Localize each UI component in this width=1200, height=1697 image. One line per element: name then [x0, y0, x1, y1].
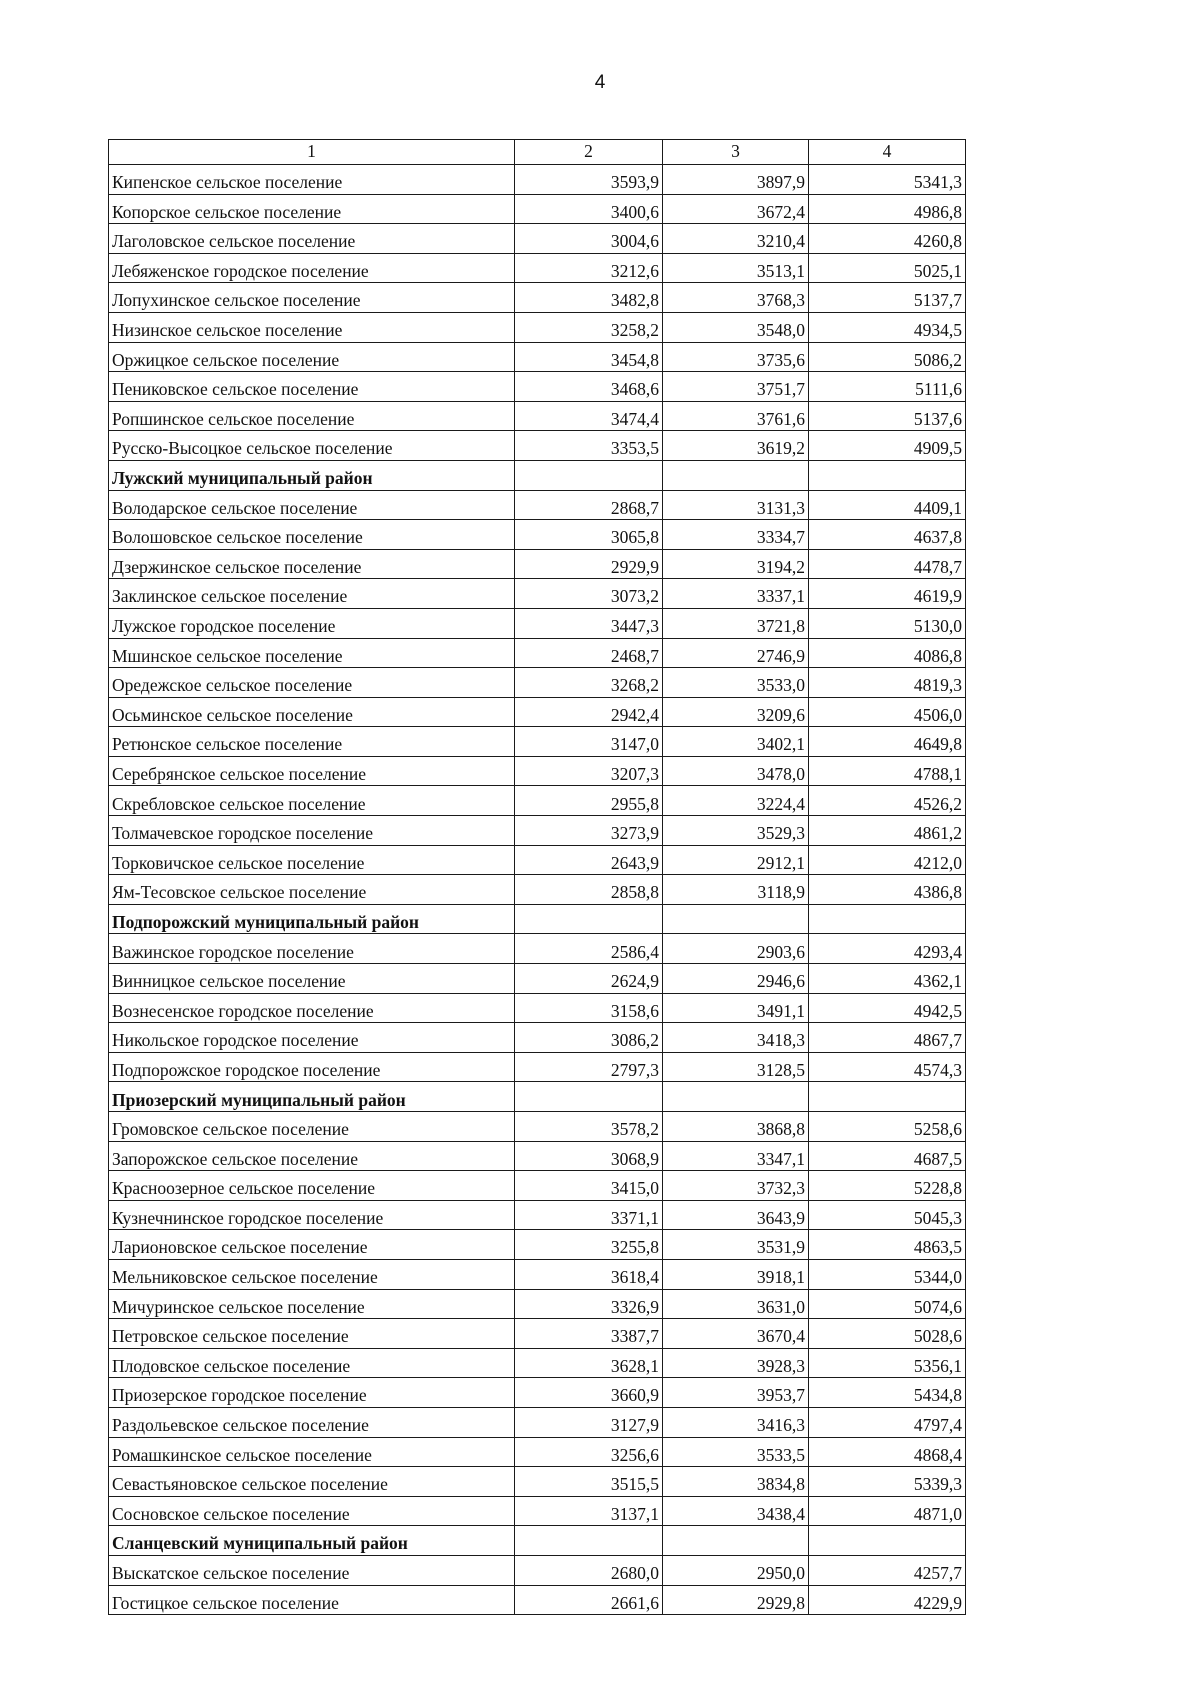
- row-value-col3-cell: 2903,6: [663, 934, 809, 964]
- row-name-cell: Кузнечнинское городское поселение: [109, 1200, 515, 1230]
- row-value-col2-cell: 2797,3: [515, 1052, 663, 1082]
- row-value-col3-cell: 2912,1: [663, 845, 809, 875]
- section-row: [109, 904, 966, 934]
- row-name-cell: Никольское городское поселение: [109, 1023, 515, 1053]
- table-row: [109, 1171, 966, 1201]
- row-value-col4-cell: 4260,8: [809, 224, 966, 254]
- row-value-col4-cell: 4212,0: [809, 845, 966, 875]
- row-value-col4-cell: 5356,1: [809, 1348, 966, 1378]
- table-row: [109, 816, 966, 846]
- row-value-col3-cell: 3548,0: [663, 312, 809, 342]
- row-value-col2-cell: 3468,6: [515, 372, 663, 402]
- row-value-col3-cell: 3210,4: [663, 224, 809, 254]
- row-name-cell: Скребловское сельское поселение: [109, 786, 515, 816]
- table-row: [109, 697, 966, 727]
- row-value-col2-cell: 3258,2: [515, 312, 663, 342]
- row-value-col2-cell: 3004,6: [515, 224, 663, 254]
- table-row: [109, 993, 966, 1023]
- row-name-cell: Ромашкинское сельское поселение: [109, 1437, 515, 1467]
- row-value-col2-cell: 3137,1: [515, 1496, 663, 1526]
- row-value-col3-cell: 3670,4: [663, 1319, 809, 1349]
- table-row: [109, 342, 966, 372]
- row-value-col3-cell: 3334,7: [663, 520, 809, 550]
- row-name-cell: Торковичское сельское поселение: [109, 845, 515, 875]
- row-name-cell: Раздольевское сельское поселение: [109, 1407, 515, 1437]
- row-value-col2-cell: 3447,3: [515, 608, 663, 638]
- row-value-col4-cell: 4086,8: [809, 638, 966, 668]
- row-name-cell: Володарское сельское поселение: [109, 490, 515, 520]
- row-value-col2-cell: 3454,8: [515, 342, 663, 372]
- row-name-cell: Выскатское сельское поселение: [109, 1555, 515, 1585]
- row-value-col2-cell: 2661,6: [515, 1585, 663, 1615]
- table-row: [109, 1467, 966, 1497]
- row-value-col4-cell: 5339,3: [809, 1467, 966, 1497]
- row-value-col4-cell: 4619,9: [809, 579, 966, 609]
- row-name-cell: Подпорожское городское поселение: [109, 1052, 515, 1082]
- row-value-col2-cell: 3482,8: [515, 283, 663, 313]
- header-cell-1: 1: [109, 140, 515, 165]
- row-value-col4-cell: 4868,4: [809, 1437, 966, 1467]
- row-value-col2-cell: 2955,8: [515, 786, 663, 816]
- table-row: [109, 1585, 966, 1615]
- row-value-col3-cell: 3897,9: [663, 165, 809, 195]
- row-value-col2-cell: [515, 460, 663, 490]
- row-name-cell: Лужский муниципальный район: [109, 460, 515, 490]
- table-row: [109, 1378, 966, 1408]
- row-value-col2-cell: 2468,7: [515, 638, 663, 668]
- row-value-col2-cell: 3474,4: [515, 401, 663, 431]
- row-value-col3-cell: 3478,0: [663, 756, 809, 786]
- row-name-cell: Гостицкое сельское поселение: [109, 1585, 515, 1615]
- table-row: [109, 490, 966, 520]
- table-row: [109, 1259, 966, 1289]
- table-row: [109, 401, 966, 431]
- row-value-col4-cell: 5111,6: [809, 372, 966, 402]
- row-name-cell: Приозерское городское поселение: [109, 1378, 515, 1408]
- row-value-col3-cell: [663, 1526, 809, 1556]
- row-value-col3-cell: [663, 1082, 809, 1112]
- table-row: [109, 224, 966, 254]
- row-value-col4-cell: 4861,2: [809, 816, 966, 846]
- row-value-col4-cell: 5137,6: [809, 401, 966, 431]
- row-value-col2-cell: 3158,6: [515, 993, 663, 1023]
- row-value-col4-cell: 4942,5: [809, 993, 966, 1023]
- row-value-col3-cell: 3533,5: [663, 1437, 809, 1467]
- row-value-col2-cell: 3255,8: [515, 1230, 663, 1260]
- table-row: [109, 283, 966, 313]
- data-table: [108, 139, 966, 1615]
- table-row: [109, 934, 966, 964]
- header-cell-3: 3: [663, 140, 809, 165]
- row-value-col3-cell: 2950,0: [663, 1555, 809, 1585]
- row-value-col4-cell: 5130,0: [809, 608, 966, 638]
- row-value-col4-cell: 4637,8: [809, 520, 966, 550]
- table-row: [109, 1230, 966, 1260]
- row-value-col4-cell: 4574,3: [809, 1052, 966, 1082]
- row-value-col3-cell: 3834,8: [663, 1467, 809, 1497]
- row-name-cell: Русско-Высоцкое сельское поселение: [109, 431, 515, 461]
- table-row: [109, 1023, 966, 1053]
- row-value-col3-cell: 3118,9: [663, 875, 809, 905]
- row-value-col3-cell: [663, 904, 809, 934]
- row-value-col2-cell: 3387,7: [515, 1319, 663, 1349]
- row-value-col2-cell: 3256,6: [515, 1437, 663, 1467]
- row-value-col3-cell: 3928,3: [663, 1348, 809, 1378]
- table-row: [109, 1437, 966, 1467]
- row-name-cell: Приозерский муниципальный район: [109, 1082, 515, 1112]
- row-value-col4-cell: 4819,3: [809, 668, 966, 698]
- row-name-cell: Копорское сельское поселение: [109, 194, 515, 224]
- header-cell-4: 4: [809, 140, 966, 165]
- row-value-col4-cell: 4909,5: [809, 431, 966, 461]
- table-row: [109, 756, 966, 786]
- row-value-col4-cell: 5228,8: [809, 1171, 966, 1201]
- row-name-cell: Запорожское сельское поселение: [109, 1141, 515, 1171]
- row-name-cell: Ропшинское сельское поселение: [109, 401, 515, 431]
- row-name-cell: Сланцевский муниципальный район: [109, 1526, 515, 1556]
- table-row: [109, 1348, 966, 1378]
- row-value-col3-cell: 3533,0: [663, 668, 809, 698]
- row-value-col4-cell: [809, 904, 966, 934]
- row-value-col3-cell: 3402,1: [663, 727, 809, 757]
- row-value-col2-cell: 3578,2: [515, 1112, 663, 1142]
- row-name-cell: Толмачевское городское поселение: [109, 816, 515, 846]
- row-name-cell: Оржицкое сельское поселение: [109, 342, 515, 372]
- table-row: [109, 608, 966, 638]
- row-name-cell: Низинское сельское поселение: [109, 312, 515, 342]
- row-value-col2-cell: 2858,8: [515, 875, 663, 905]
- table-row: [109, 875, 966, 905]
- table-row: [109, 1141, 966, 1171]
- row-value-col3-cell: [663, 460, 809, 490]
- row-value-col3-cell: 3416,3: [663, 1407, 809, 1437]
- row-value-col2-cell: 3628,1: [515, 1348, 663, 1378]
- table-row: [109, 194, 966, 224]
- row-value-col4-cell: 5028,6: [809, 1319, 966, 1349]
- row-value-col2-cell: [515, 1526, 663, 1556]
- row-name-cell: Ям-Тесовское сельское поселение: [109, 875, 515, 905]
- row-value-col2-cell: 2868,7: [515, 490, 663, 520]
- table-row: [109, 1200, 966, 1230]
- row-value-col3-cell: 3513,1: [663, 253, 809, 283]
- row-value-col2-cell: 3353,5: [515, 431, 663, 461]
- row-name-cell: Ретюнское сельское поселение: [109, 727, 515, 757]
- row-value-col3-cell: 3131,3: [663, 490, 809, 520]
- row-value-col3-cell: 3918,1: [663, 1259, 809, 1289]
- row-name-cell: Мшинское сельское поселение: [109, 638, 515, 668]
- row-name-cell: Дзержинское сельское поселение: [109, 549, 515, 579]
- table-row: [109, 638, 966, 668]
- table-row: [109, 431, 966, 461]
- table-row: [109, 1289, 966, 1319]
- row-name-cell: Лопухинское сельское поселение: [109, 283, 515, 313]
- row-value-col4-cell: 4986,8: [809, 194, 966, 224]
- table-row: [109, 1052, 966, 1082]
- section-row: [109, 460, 966, 490]
- row-value-col3-cell: 3128,5: [663, 1052, 809, 1082]
- row-name-cell: Громовское сельское поселение: [109, 1112, 515, 1142]
- row-value-col2-cell: 3371,1: [515, 1200, 663, 1230]
- page-number: 4: [594, 72, 606, 93]
- row-value-col2-cell: 2643,9: [515, 845, 663, 875]
- row-value-col4-cell: 4478,7: [809, 549, 966, 579]
- row-name-cell: Лужское городское поселение: [109, 608, 515, 638]
- row-name-cell: Заклинское сельское поселение: [109, 579, 515, 609]
- row-value-col3-cell: 3953,7: [663, 1378, 809, 1408]
- section-row: [109, 1082, 966, 1112]
- row-value-col2-cell: [515, 1082, 663, 1112]
- row-value-col4-cell: 5086,2: [809, 342, 966, 372]
- row-value-col3-cell: 2746,9: [663, 638, 809, 668]
- row-value-col2-cell: 3593,9: [515, 165, 663, 195]
- row-value-col3-cell: 3347,1: [663, 1141, 809, 1171]
- row-value-col2-cell: 3212,6: [515, 253, 663, 283]
- row-name-cell: Красноозерное сельское поселение: [109, 1171, 515, 1201]
- row-name-cell: Важинское городское поселение: [109, 934, 515, 964]
- table-row: [109, 165, 966, 195]
- row-value-col3-cell: 3751,7: [663, 372, 809, 402]
- row-value-col4-cell: [809, 460, 966, 490]
- table-row: [109, 579, 966, 609]
- row-value-col2-cell: 3415,0: [515, 1171, 663, 1201]
- table-row: [109, 668, 966, 698]
- table-row: [109, 786, 966, 816]
- row-value-col3-cell: 3529,3: [663, 816, 809, 846]
- row-value-col4-cell: 4871,0: [809, 1496, 966, 1526]
- table-row: [109, 372, 966, 402]
- row-value-col4-cell: 5045,3: [809, 1200, 966, 1230]
- row-name-cell: Лебяженское городское поселение: [109, 253, 515, 283]
- row-value-col3-cell: 3209,6: [663, 697, 809, 727]
- row-value-col4-cell: 5344,0: [809, 1259, 966, 1289]
- row-value-col4-cell: 4867,7: [809, 1023, 966, 1053]
- header-row: [109, 140, 966, 165]
- row-value-col4-cell: [809, 1526, 966, 1556]
- row-value-col4-cell: 4526,2: [809, 786, 966, 816]
- row-value-col4-cell: 5025,1: [809, 253, 966, 283]
- row-value-col2-cell: 3400,6: [515, 194, 663, 224]
- table-row: [109, 520, 966, 550]
- row-value-col3-cell: 3672,4: [663, 194, 809, 224]
- row-name-cell: Петровское сельское поселение: [109, 1319, 515, 1349]
- row-value-col4-cell: 5341,3: [809, 165, 966, 195]
- row-value-col4-cell: [809, 1082, 966, 1112]
- row-value-col3-cell: 3194,2: [663, 549, 809, 579]
- row-value-col4-cell: 4229,9: [809, 1585, 966, 1615]
- row-value-col4-cell: 4797,4: [809, 1407, 966, 1437]
- row-value-col3-cell: 3721,8: [663, 608, 809, 638]
- row-value-col4-cell: 4409,1: [809, 490, 966, 520]
- row-value-col3-cell: 3438,4: [663, 1496, 809, 1526]
- row-name-cell: Севастьяновское сельское поселение: [109, 1467, 515, 1497]
- row-value-col2-cell: 3326,9: [515, 1289, 663, 1319]
- row-value-col3-cell: 2946,6: [663, 964, 809, 994]
- row-value-col4-cell: 4362,1: [809, 964, 966, 994]
- row-value-col2-cell: 2586,4: [515, 934, 663, 964]
- row-name-cell: Оредежское сельское поселение: [109, 668, 515, 698]
- row-value-col4-cell: 4386,8: [809, 875, 966, 905]
- section-row: [109, 1526, 966, 1556]
- row-name-cell: Волошовское сельское поселение: [109, 520, 515, 550]
- row-value-col3-cell: 3761,6: [663, 401, 809, 431]
- row-value-col2-cell: 2929,9: [515, 549, 663, 579]
- row-value-col2-cell: 3660,9: [515, 1378, 663, 1408]
- row-value-col3-cell: 3531,9: [663, 1230, 809, 1260]
- row-value-col4-cell: 4863,5: [809, 1230, 966, 1260]
- table-row: [109, 1112, 966, 1142]
- row-value-col4-cell: 4687,5: [809, 1141, 966, 1171]
- table-row: [109, 312, 966, 342]
- row-name-cell: Пениковское сельское поселение: [109, 372, 515, 402]
- row-value-col2-cell: 2680,0: [515, 1555, 663, 1585]
- row-value-col2-cell: 3268,2: [515, 668, 663, 698]
- row-value-col3-cell: 3868,8: [663, 1112, 809, 1142]
- row-name-cell: Плодовское сельское поселение: [109, 1348, 515, 1378]
- row-value-col2-cell: 3147,0: [515, 727, 663, 757]
- row-value-col2-cell: 3515,5: [515, 1467, 663, 1497]
- row-name-cell: Лаголовское сельское поселение: [109, 224, 515, 254]
- row-value-col2-cell: [515, 904, 663, 934]
- row-value-col4-cell: 4293,4: [809, 934, 966, 964]
- row-name-cell: Винницкое сельское поселение: [109, 964, 515, 994]
- row-name-cell: Осьминское сельское поселение: [109, 697, 515, 727]
- row-value-col3-cell: 3768,3: [663, 283, 809, 313]
- row-value-col3-cell: 2929,8: [663, 1585, 809, 1615]
- row-value-col4-cell: 4506,0: [809, 697, 966, 727]
- table-row: [109, 1407, 966, 1437]
- table-row: [109, 1496, 966, 1526]
- row-value-col2-cell: 3073,2: [515, 579, 663, 609]
- row-value-col4-cell: 4649,8: [809, 727, 966, 757]
- row-name-cell: Мельниковское сельское поселение: [109, 1259, 515, 1289]
- row-value-col4-cell: 5074,6: [809, 1289, 966, 1319]
- row-value-col2-cell: 2942,4: [515, 697, 663, 727]
- row-value-col2-cell: 3618,4: [515, 1259, 663, 1289]
- row-name-cell: Подпорожский муниципальный район: [109, 904, 515, 934]
- row-value-col4-cell: 4788,1: [809, 756, 966, 786]
- row-value-col3-cell: 3418,3: [663, 1023, 809, 1053]
- row-value-col3-cell: 3491,1: [663, 993, 809, 1023]
- row-value-col3-cell: 3619,2: [663, 431, 809, 461]
- header-cell-2: 2: [515, 140, 663, 165]
- table-row: [109, 845, 966, 875]
- row-value-col2-cell: 2624,9: [515, 964, 663, 994]
- table-row: [109, 1555, 966, 1585]
- table-body: [109, 165, 966, 1615]
- row-value-col2-cell: 3127,9: [515, 1407, 663, 1437]
- row-value-col4-cell: 5258,6: [809, 1112, 966, 1142]
- row-name-cell: Ларионовское сельское поселение: [109, 1230, 515, 1260]
- row-value-col3-cell: 3337,1: [663, 579, 809, 609]
- row-name-cell: Вознесенское городское поселение: [109, 993, 515, 1023]
- table-row: [109, 964, 966, 994]
- row-name-cell: Кипенское сельское поселение: [109, 165, 515, 195]
- row-name-cell: Серебрянское сельское поселение: [109, 756, 515, 786]
- row-value-col2-cell: 3065,8: [515, 520, 663, 550]
- row-value-col4-cell: 4257,7: [809, 1555, 966, 1585]
- row-value-col2-cell: 3068,9: [515, 1141, 663, 1171]
- row-value-col4-cell: 5137,7: [809, 283, 966, 313]
- table-row: [109, 253, 966, 283]
- row-value-col2-cell: 3086,2: [515, 1023, 663, 1053]
- row-value-col2-cell: 3273,9: [515, 816, 663, 846]
- row-name-cell: Сосновское сельское поселение: [109, 1496, 515, 1526]
- row-name-cell: Мичуринское сельское поселение: [109, 1289, 515, 1319]
- row-value-col3-cell: 3643,9: [663, 1200, 809, 1230]
- row-value-col3-cell: 3732,3: [663, 1171, 809, 1201]
- table-row: [109, 1319, 966, 1349]
- row-value-col3-cell: 3735,6: [663, 342, 809, 372]
- row-value-col3-cell: 3224,4: [663, 786, 809, 816]
- row-value-col3-cell: 3631,0: [663, 1289, 809, 1319]
- row-value-col4-cell: 5434,8: [809, 1378, 966, 1408]
- row-value-col4-cell: 4934,5: [809, 312, 966, 342]
- table-row: [109, 727, 966, 757]
- row-value-col2-cell: 3207,3: [515, 756, 663, 786]
- table-row: [109, 549, 966, 579]
